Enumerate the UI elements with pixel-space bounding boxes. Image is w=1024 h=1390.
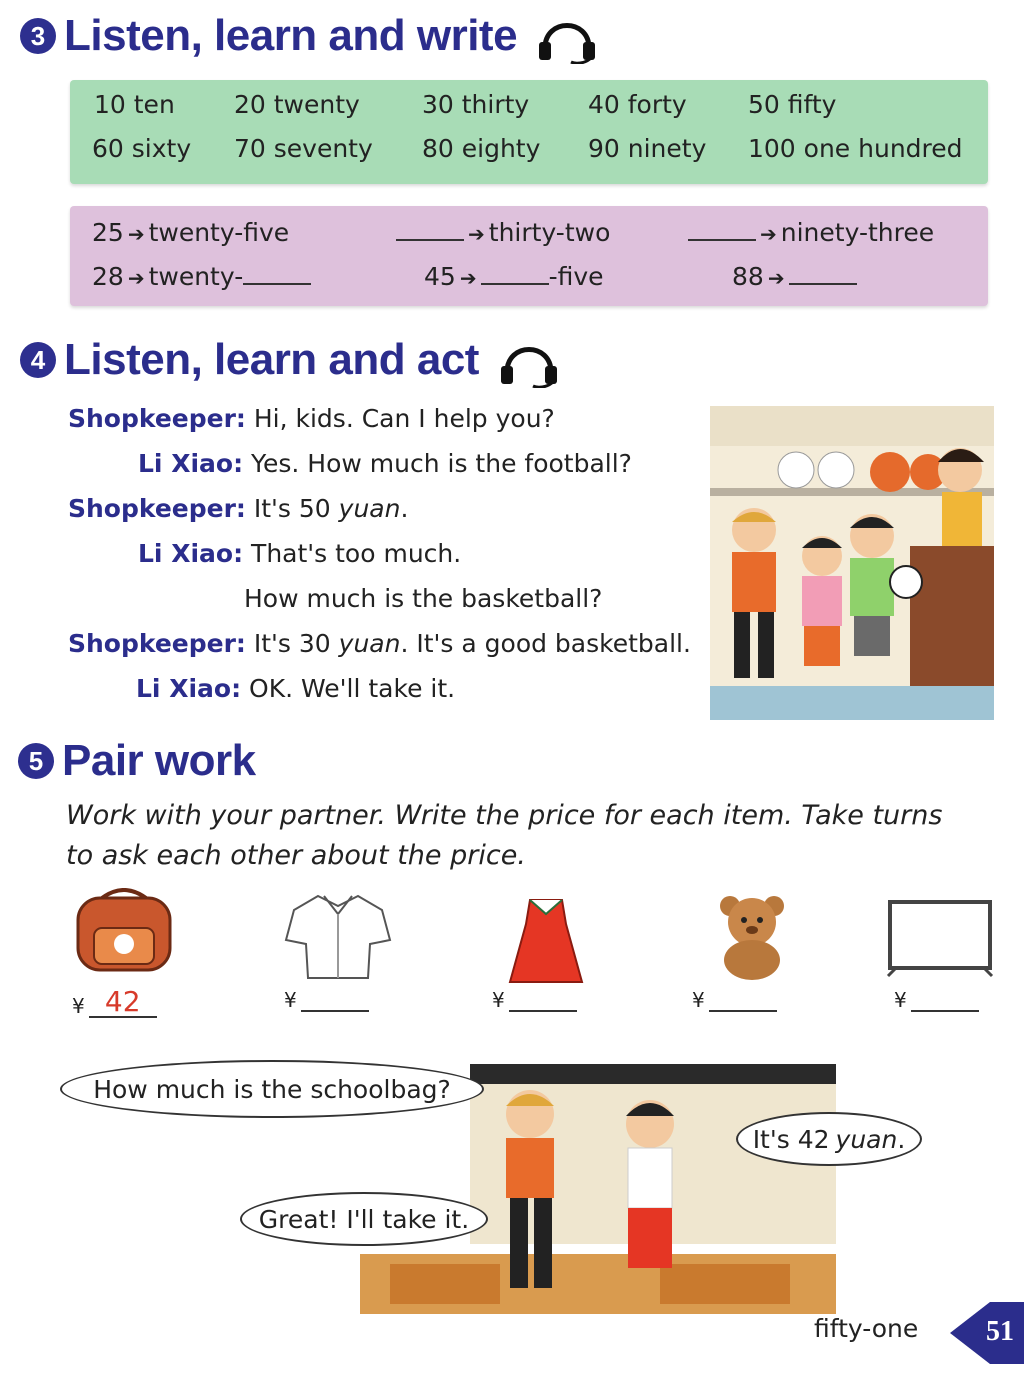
tens-cell: 100 one hundred [748,134,963,163]
headphones-icon [497,332,561,388]
tens-cell: 60 sixty [92,134,192,163]
answer-blank[interactable] [396,223,464,241]
tens-cell: 90 ninety [588,134,707,163]
tens-cell: 20 twenty [234,90,360,119]
speaker-label: Shopkeeper: [68,629,246,658]
tens-cell: 10 ten [94,90,175,119]
shop-illustration [710,406,994,720]
dialogue-line: Shopkeeper: It's 50 yuan. [68,494,409,523]
shirt-image [284,892,392,980]
section-4-header [20,332,561,388]
speaker-label: Li Xiao: [138,449,244,478]
instructions-line: to ask each other about the price. [66,840,526,871]
exercise-item[interactable]: 28 ➔ twenty- [92,262,311,291]
section-title: Pair work [62,736,256,785]
dialogue-line [244,584,602,613]
exercise-item[interactable]: 45 ➔ -five [424,262,604,291]
line-text: OK. We'll take it. [249,674,456,703]
speech-bubble-reply: Great! I'll take it. [240,1192,488,1246]
instructions-line: Work with your partner. Write the price for each item. Take turns [66,800,943,831]
price-field[interactable] [894,988,979,1012]
page-number: 51 [986,1316,1014,1347]
price-value[interactable] [709,1010,777,1012]
tens-cell: 40 forty [588,90,687,119]
schoolbag-image [72,888,176,974]
tens-cell: 70 seventy [234,134,373,163]
section-title: Listen, learn and act [64,335,479,384]
price-value[interactable]: 42 [89,988,157,1018]
price-value[interactable] [301,1010,369,1012]
yuan-sign: ¥ [894,988,907,1012]
yuan-sign: ¥ [72,994,85,1018]
yuan-sign: ¥ [692,988,705,1012]
dialogue-line [68,404,555,433]
speech-bubble-answer: It's 42 yuan . [736,1112,922,1166]
answer-blank[interactable] [481,267,549,285]
page-number-tab [950,1302,1024,1364]
dialogue-line [136,674,455,703]
speaker-label: Li Xiao: [138,539,244,568]
price-field[interactable] [284,988,369,1012]
tens-cell: 30 thirty [422,90,530,119]
exercise-item: 25 ➔ twenty-five [92,218,290,247]
line-text: That's too much. [251,539,462,568]
dialogue-line: Shopkeeper: It's 30 yuan. It's a good basketball. [68,629,691,658]
answer-blank[interactable] [688,223,756,241]
section-number: 5 [18,743,54,779]
price-value[interactable] [509,1010,577,1012]
price-field[interactable] [72,985,157,1018]
line-text: How much is the basketball? [244,584,603,613]
dress-image [506,894,586,986]
teddy-bear-image [706,892,798,980]
yuan-sign: ¥ [284,988,297,1012]
exercise-strip [70,206,988,306]
exercise-item[interactable]: ➔ ninety-three [688,218,934,247]
line-text: Yes. How much is the football? [251,449,632,478]
yuan-sign: ¥ [492,988,505,1012]
dialogue-line [138,449,632,478]
answer-blank[interactable] [789,267,857,285]
instructions [66,796,942,876]
dialogue-line [138,539,461,568]
page-word: fifty-one [814,1314,919,1343]
answer-blank[interactable] [243,267,311,285]
picture-frame-image [884,896,996,978]
price-value[interactable] [911,1010,979,1012]
exercise-item[interactable]: 88 ➔ [732,262,857,291]
section-number: 3 [20,18,56,54]
speech-bubble-question: How much is the schoolbag? [60,1060,484,1118]
exercise-item[interactable]: ➔ thirty-two [396,218,610,247]
tens-cell: 80 eighty [422,134,541,163]
speaker-label: Li Xiao: [136,674,242,703]
section-title: Listen, learn and write [64,11,518,60]
section-5-header [18,736,256,786]
price-field[interactable] [692,988,777,1012]
speaker-label: Shopkeeper: [68,494,246,523]
tens-strip [70,80,988,184]
headphones-icon [535,8,599,64]
price-field[interactable] [492,988,577,1012]
speaker-label: Shopkeeper: [68,404,246,433]
section-number: 4 [20,342,56,378]
section-3-header [20,8,599,64]
tens-cell: 50 fifty [748,90,837,119]
line-text: Hi, kids. Can I help you? [253,404,555,433]
